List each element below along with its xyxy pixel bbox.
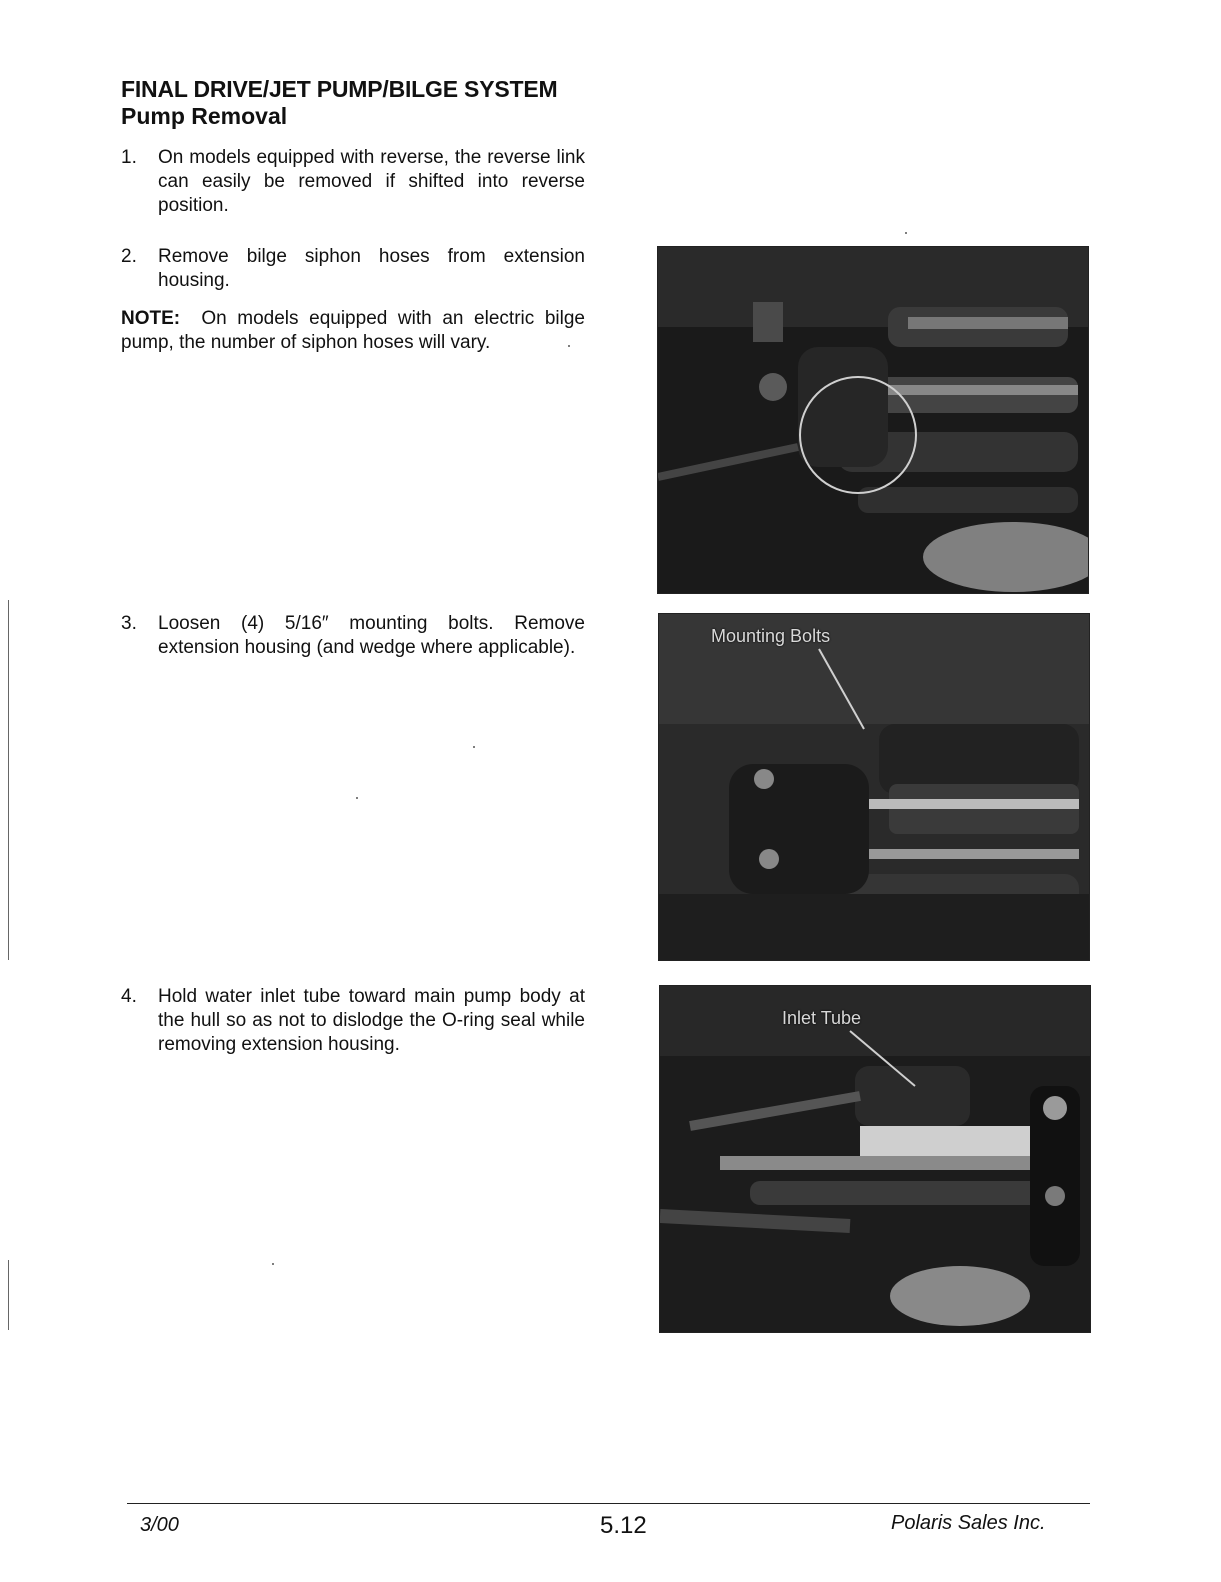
- photo-bilge-hoses: [657, 246, 1089, 594]
- note: [121, 307, 585, 355]
- step-1: [121, 146, 585, 218]
- step-text: On models equipped with reverse, the reverse link can easily be removed if shifted into reverse position.: [158, 147, 585, 216]
- scan-speck: [905, 232, 907, 234]
- note-label: NOTE:: [121, 308, 181, 329]
- step-text: Loosen (4) 5/16″ mounting bolts. Remove extension housing (and wedge where applicable).: [158, 613, 585, 658]
- footer-page-number: 5.12: [600, 1512, 647, 1539]
- scan-speck: [568, 345, 570, 347]
- step-text: Remove bilge siphon hoses from extension housing.: [158, 246, 585, 291]
- step-number: 3.: [121, 613, 137, 634]
- step-number: 4.: [121, 986, 137, 1007]
- scan-margin-line: [8, 600, 9, 960]
- footer-publisher: Polaris Sales Inc.: [891, 1512, 1046, 1534]
- note-text: On models equipped with an electric bilge pump, the number of siphon hoses will vary.: [121, 308, 585, 353]
- scan-speck: [272, 1263, 274, 1265]
- step-number: 1.: [121, 147, 137, 168]
- photo-inlet-tube: [659, 985, 1091, 1333]
- step-4: [121, 985, 585, 1057]
- step-3: [121, 612, 585, 660]
- scan-speck: [356, 797, 358, 799]
- pump-illustration: [658, 247, 1088, 593]
- footer-date: 3/00: [140, 1514, 179, 1536]
- footer-rule: [127, 1503, 1090, 1504]
- pump-illustration: [660, 986, 1090, 1332]
- figure-callout: Mounting Bolts: [711, 626, 831, 646]
- page-subtitle: Pump Removal: [121, 103, 288, 129]
- section-title: FINAL DRIVE/JET PUMP/BILGE SYSTEM: [121, 76, 558, 102]
- scan-speck: [473, 746, 475, 748]
- scan-margin-line: [8, 1260, 9, 1330]
- photo-mounting-bolts: [658, 613, 1090, 961]
- step-text: Hold water inlet tube toward main pump body at the hull so as not to dislodge the O-ring seal while removing extension housing.: [158, 986, 585, 1055]
- step-2: [121, 245, 585, 293]
- step-number: 2.: [121, 246, 137, 267]
- pump-illustration: [659, 614, 1089, 960]
- figure-callout: Inlet Tube: [782, 1008, 862, 1028]
